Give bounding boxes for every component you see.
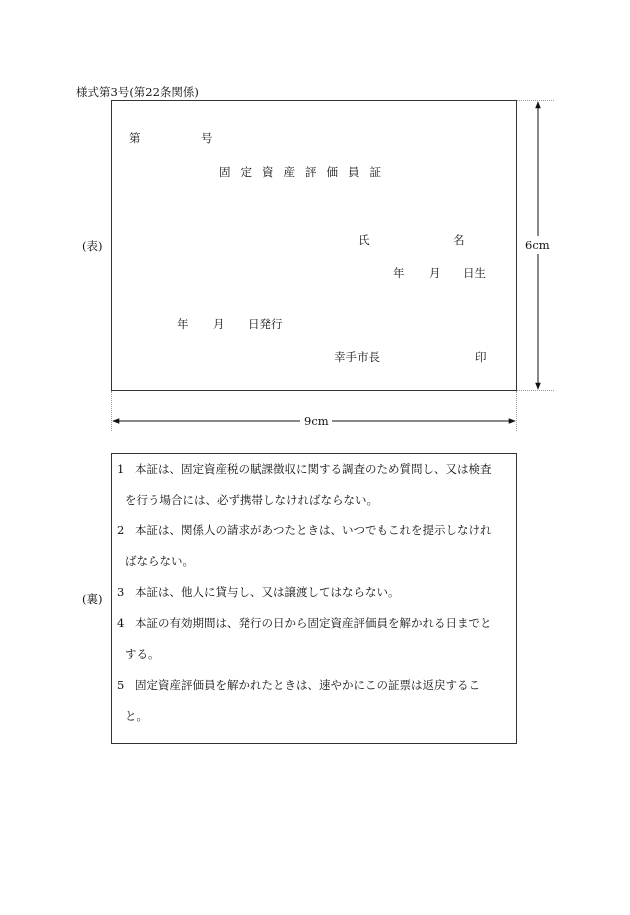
note-2-line-1: 2 本証は、関係人の請求があつたときは、いつでもこれを提示しなけれ (117, 523, 492, 537)
birth-month-label: 月 (429, 266, 441, 280)
note-5-line-2: と。 (125, 709, 148, 723)
back-side-label: (裏) (82, 592, 103, 606)
number-suffix: 号 (201, 131, 213, 145)
front-side-label: (表) (82, 239, 103, 253)
form-title: 様式第3号(第22条関係) (76, 85, 199, 99)
birth-year-label: 年 (393, 266, 405, 280)
issue-year-label: 年 (177, 317, 189, 331)
note-5-line-1: 5 固定資産評価員を解かれたときは、速やかにこの証票は返戻するこ (117, 678, 480, 692)
birth-day-label: 日生 (463, 266, 486, 280)
height-label: 6cm (525, 238, 550, 252)
certificate-title: 固定資産評価員証 (219, 165, 391, 179)
seal-label: 印 (475, 350, 487, 364)
number-prefix: 第 (129, 131, 141, 145)
name-label-1: 氏 (358, 233, 370, 247)
note-4-line-1: 4 本証の有効期間は、発行の日から固定資産評価員を解かれる日までと (117, 616, 492, 630)
note-2-line-2: ばならない。 (125, 554, 194, 568)
name-label-2: 名 (453, 233, 465, 247)
note-1-line-1: 1 本証は、固定資産税の賦課徴収に関する調査のため質問し、又は検査 (117, 462, 492, 476)
width-label: 9cm (301, 414, 332, 428)
note-1-line-2: を行う場合には、必ず携帯しなければならない。 (125, 493, 378, 507)
issue-month-label: 月 (213, 317, 225, 331)
issue-day-label: 日発行 (248, 317, 283, 331)
note-3-line-1: 3 本証は、他人に貸与し、又は譲渡してはならない。 (117, 585, 400, 599)
note-4-line-2: する。 (125, 647, 160, 661)
issuer-label: 幸手市長 (334, 350, 380, 364)
